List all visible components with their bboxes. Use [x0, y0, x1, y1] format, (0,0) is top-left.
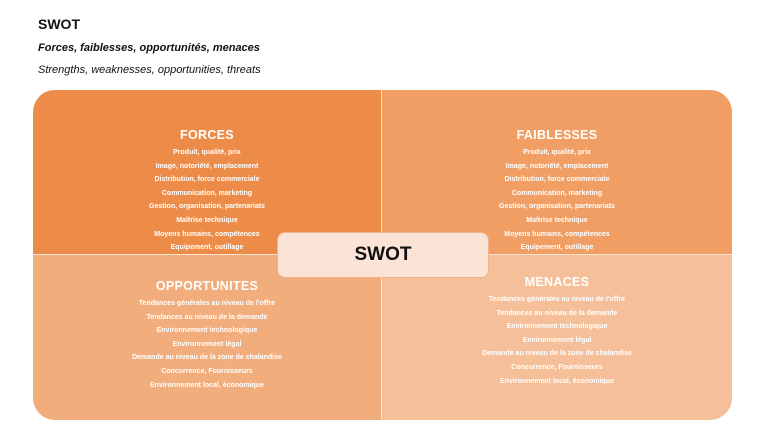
- list-item: Concurrence, Fournisseurs: [511, 363, 603, 371]
- list-item: Demande au niveau de la zone de chalandise: [482, 350, 632, 358]
- list-item: Environnement local, économique: [500, 377, 614, 385]
- list-item: Produit, qualité, prix: [173, 149, 241, 156]
- quadrant-menaces: [382, 255, 732, 420]
- quadrant-opportunites: [33, 255, 382, 420]
- list-item: Gestion, organisation, partenariats: [149, 203, 265, 211]
- list-item: Tendances au niveau de la demande: [496, 309, 618, 317]
- list-item: Maîtrise technique: [526, 216, 588, 224]
- quadrant-faiblesses: [382, 90, 732, 255]
- item-list-opportunites: [132, 297, 282, 392]
- subtitle-french: Forces, faiblesses, opportunités, menaces: [38, 42, 260, 54]
- list-item: Environnement local, économique: [150, 381, 264, 389]
- list-item: Communication, marketing: [161, 189, 253, 197]
- list-item: Tendances générales au niveau de l'offre: [138, 300, 276, 307]
- list-item: Environnement légal: [172, 340, 242, 348]
- list-item: Moyens humains, compétences: [504, 230, 610, 238]
- list-item: Demande au niveau de la zone de chalandise: [132, 354, 282, 362]
- list-item: Image, notoriété, emplacement: [155, 162, 259, 170]
- list-item: Distribution, force commerciale: [504, 176, 610, 184]
- list-item: Environnement légal: [522, 336, 592, 344]
- quadrant-title-opportunites: OPPORTUNITES: [155, 279, 259, 293]
- item-list-menaces: [482, 293, 632, 388]
- item-list-faiblesses: [499, 146, 615, 255]
- list-item: Environnement technologique: [156, 327, 258, 335]
- subtitle-english: Strengths, weaknesses, opportunities, threats: [38, 64, 261, 76]
- list-item: Distribution, force commerciale: [154, 176, 260, 184]
- list-item: Produit, qualité, prix: [523, 149, 591, 156]
- page-title: SWOT: [38, 16, 80, 32]
- center-swot-label: SWOT: [277, 232, 489, 278]
- list-item: Concurrence, Fournisseurs: [161, 367, 253, 375]
- list-item: Equipement, outillage: [520, 244, 594, 252]
- item-list-forces: [149, 146, 265, 255]
- list-item: Moyens humains, compétences: [154, 230, 260, 238]
- quadrant-title-menaces: MENACES: [524, 275, 590, 289]
- list-item: Equipement, outillage: [170, 244, 244, 252]
- list-item: Environnement technologique: [506, 323, 608, 331]
- list-item: Image, notoriété, emplacement: [505, 162, 609, 170]
- quadrant-title-faiblesses: FAIBLESSES: [516, 128, 598, 142]
- list-item: Maîtrise technique: [176, 216, 238, 224]
- quadrant-forces: [33, 90, 382, 255]
- list-item: Tendances générales au niveau de l'offre: [488, 296, 626, 303]
- list-item: Gestion, organisation, partenariats: [499, 203, 615, 211]
- list-item: Tendances au niveau de la demande: [146, 313, 268, 321]
- list-item: Communication, marketing: [511, 189, 603, 197]
- quadrant-title-forces: FORCES: [180, 128, 234, 142]
